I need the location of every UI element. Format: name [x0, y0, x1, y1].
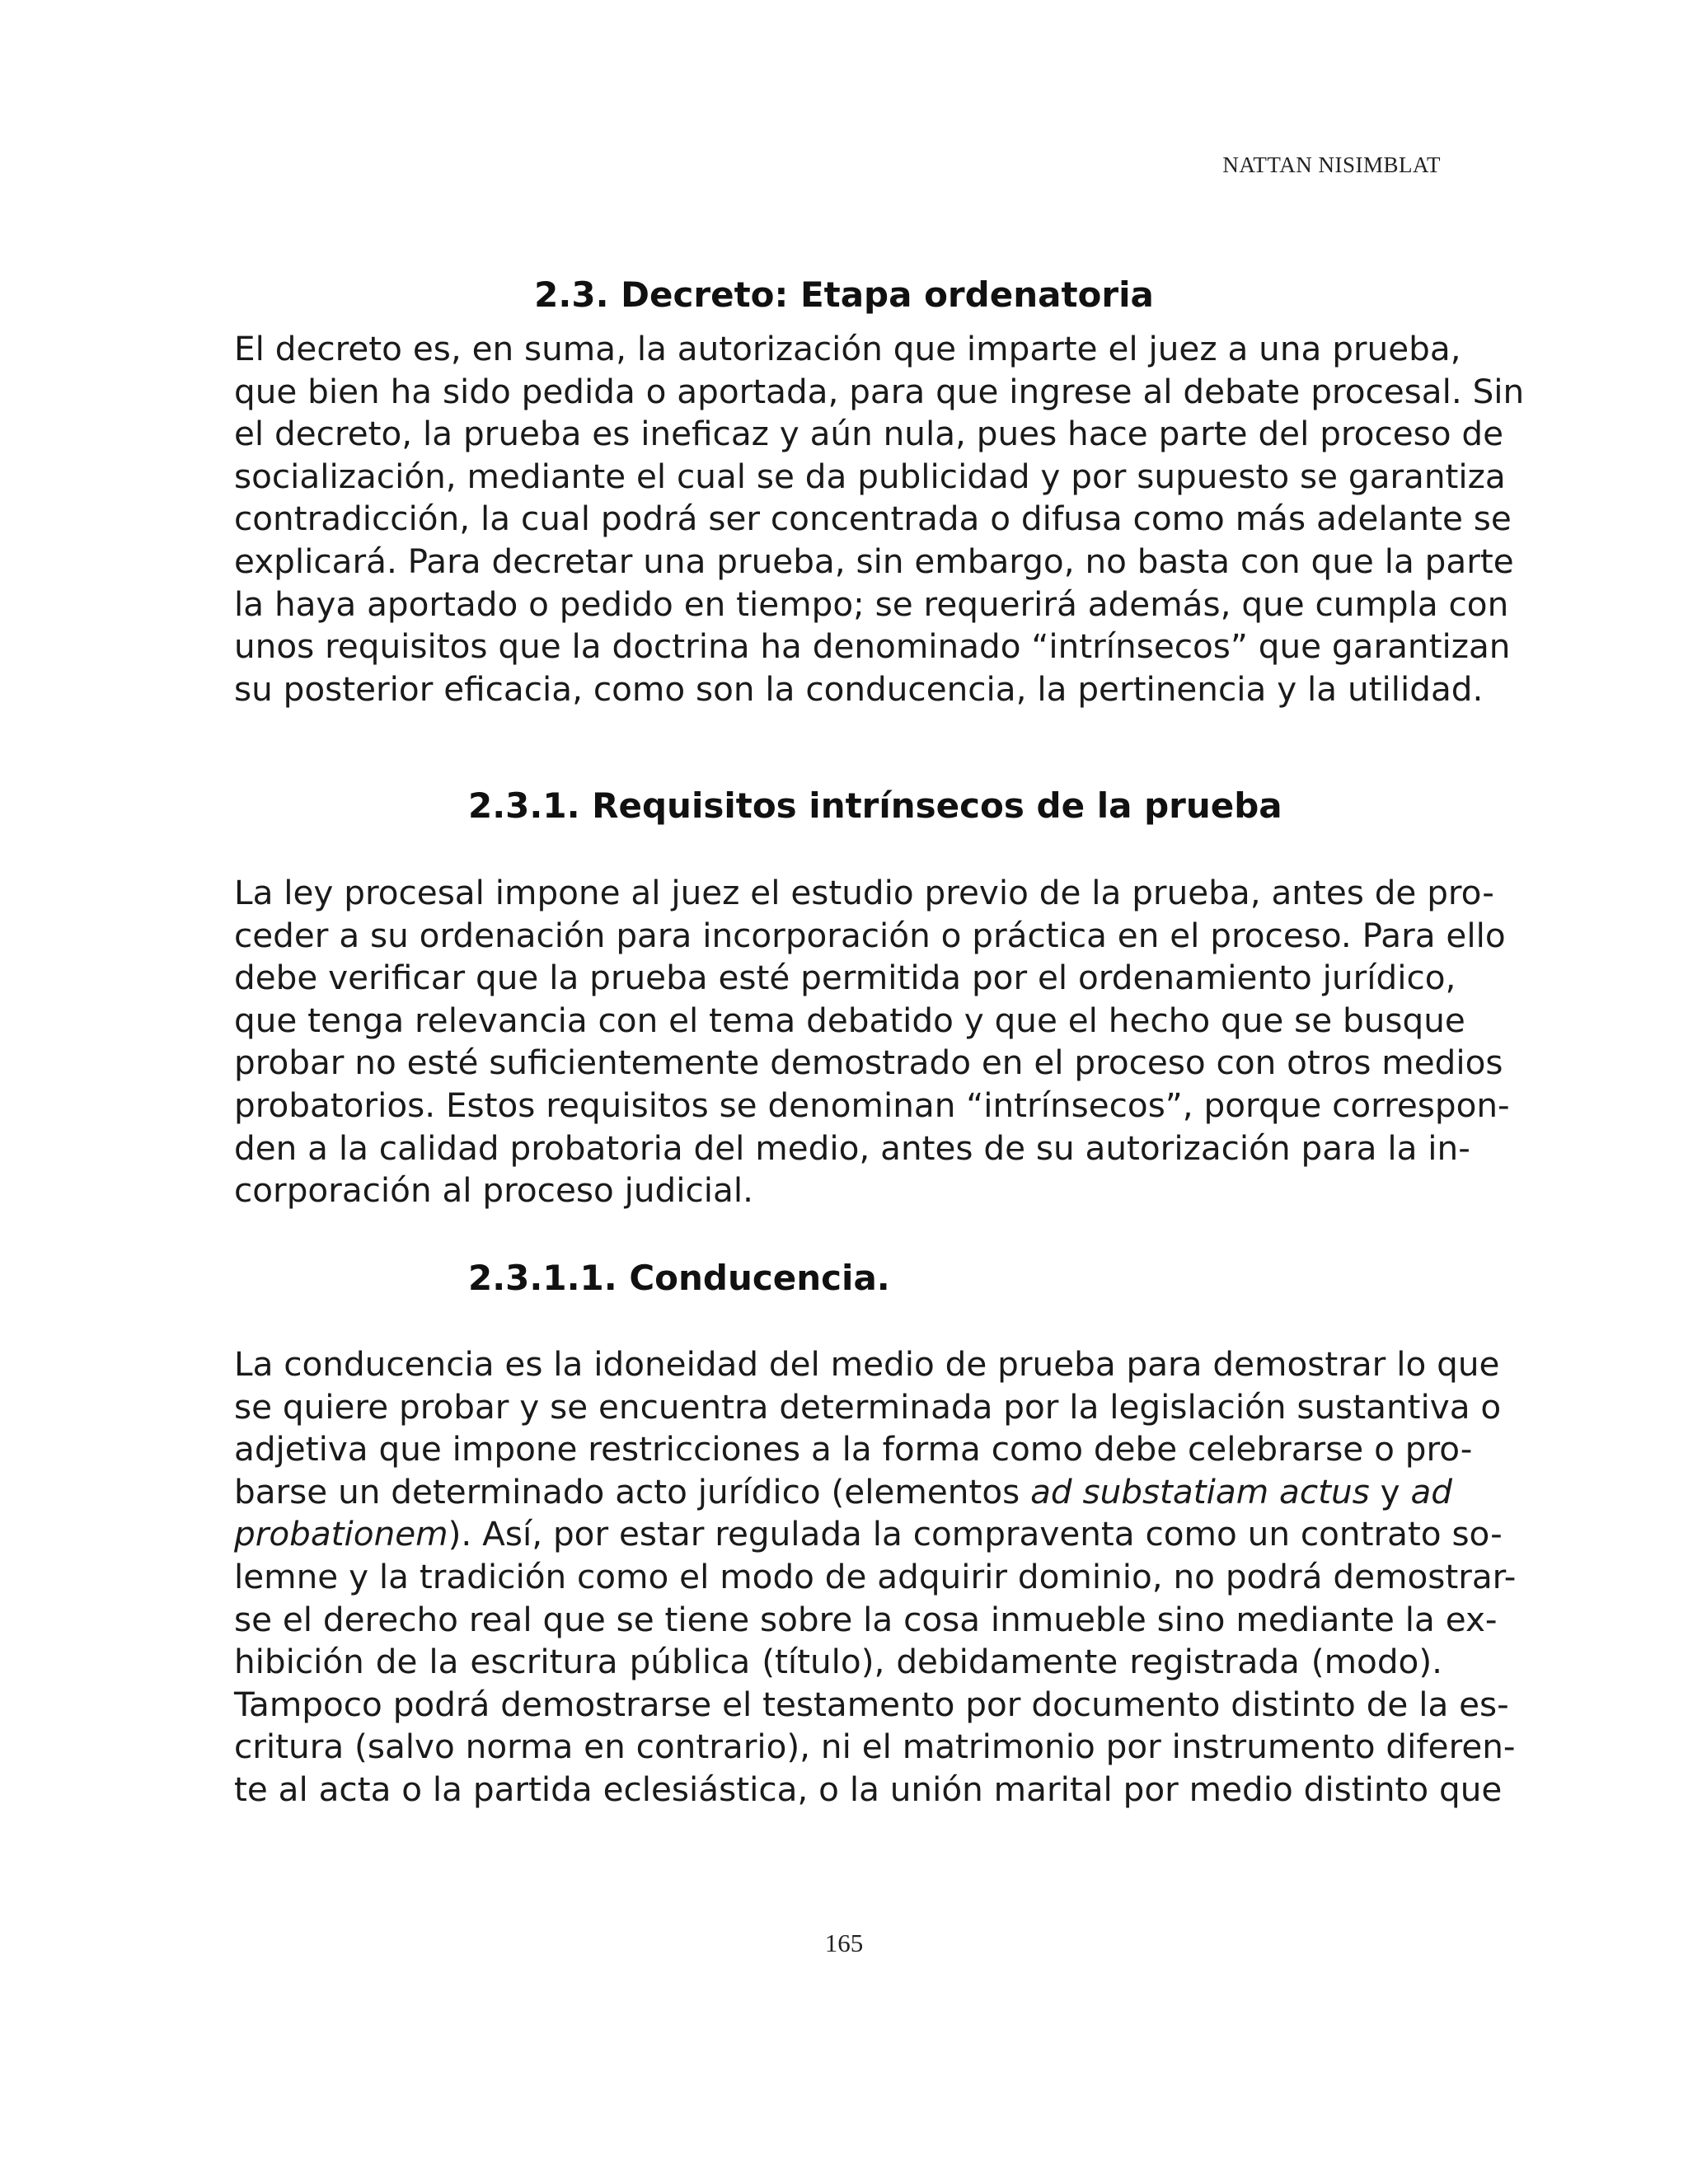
- paragraph-line: critura (salvo norma en contrario), ni el matrimonio por instrumento diferen-: [234, 1727, 1516, 1767]
- latin-term: probationem: [234, 1514, 448, 1554]
- paragraph-line: el decreto, la prueba es ineficaz y aún nula, pues hace parte del proceso de: [234, 414, 1504, 454]
- paragraph-line: ceder a su ordenación para incorporación o práctica en el proceso. Para ello: [234, 915, 1506, 955]
- page-number: 165: [824, 1929, 864, 1957]
- paragraph-line: corporación al proceso judicial.: [234, 1170, 753, 1211]
- paragraph-line: que bien ha sido pedida o aportada, para que ingrese al debate procesal. Sin: [234, 371, 1525, 411]
- latin-term: ad substatiam actus: [1030, 1471, 1370, 1511]
- subsection-paragraph: [234, 872, 1510, 1212]
- paragraph-line: La ley procesal impone al juez el estudio previo de la prueba, antes de pro-: [234, 873, 1494, 912]
- paragraph-line: lemne y la tradición como el modo de adquirir dominio, no podrá demostrar-: [234, 1556, 1517, 1596]
- section-paragraph: [234, 328, 1525, 710]
- paragraph-line-mixed: [234, 1513, 1503, 1556]
- paragraph-line: La conducencia es la idoneidad del medio de prueba para demostrar lo que: [234, 1344, 1500, 1384]
- section-heading: 2.3. Decreto: Etapa ordenatoria: [534, 274, 1154, 315]
- paragraph-line: que tenga relevancia con el tema debatido y que el hecho que se busque: [234, 1000, 1465, 1040]
- line-text: y: [1369, 1471, 1411, 1511]
- paragraph-line: debe verificar que la prueba esté permitida por el ordenamiento jurídico,: [234, 958, 1456, 998]
- running-header: NATTAN NISIMBLAT: [1222, 152, 1441, 177]
- paragraph-line: hibición de la escritura pública (título), debidamente registrada (modo).: [234, 1642, 1442, 1682]
- paragraph-line-mixed: [234, 1471, 1453, 1514]
- line-text: barse un determinado acto jurídico (elementos: [234, 1471, 1031, 1511]
- paragraph-line: probatorios. Estos requisitos se denominan “intrínsecos”, porque correspon-: [234, 1085, 1510, 1125]
- paragraph-line: probar no esté suficientemente demostrado en el proceso con otros medios: [234, 1043, 1503, 1083]
- paragraph-line: se el derecho real que se tiene sobre la cosa inmueble sino mediante la ex-: [234, 1599, 1498, 1639]
- paragraph-line: te al acta o la partida eclesiástica, o la unión marital por medio distinto que: [234, 1769, 1503, 1809]
- subsection-heading: 2.3.1. Requisitos intrínsecos de la prueba: [468, 785, 1282, 826]
- subsubsection-paragraph: [234, 1343, 1517, 1811]
- paragraph-line: socialización, mediante el cual se da publicidad y por supuesto se garantiza: [234, 456, 1506, 496]
- paragraph-line: su posterior eficacia, como son la conducencia, la pertinencia y la utilidad.: [234, 668, 1484, 709]
- paragraph-line: contradicción, la cual podrá ser concentrada o difusa como más adelante se: [234, 499, 1512, 539]
- paragraph-line: se quiere probar y se encuentra determinada por la legislación sustantiva o: [234, 1386, 1502, 1427]
- paragraph-line: den a la calidad probatoria del medio, antes de su autorización para la in-: [234, 1127, 1470, 1168]
- line-text: ). Así, por estar regulada la compraventa como un contrato so-: [448, 1514, 1503, 1554]
- paragraph-line: la haya aportado o pedido en tiempo; se requerirá además, que cumpla con: [234, 583, 1509, 624]
- subsubsection-heading: 2.3.1.1. Conducencia.: [468, 1258, 890, 1298]
- paragraph-line: unos requisitos que la doctrina ha denominado “intrínsecos” que garantizan: [234, 626, 1511, 667]
- paragraph-line: El decreto es, en suma, la autorización que imparte el juez a una prueba,: [234, 329, 1461, 368]
- latin-term: ad: [1410, 1471, 1453, 1511]
- paragraph-line: Tampoco podrá demostrarse el testamento por documento distinto de la es-: [234, 1684, 1509, 1724]
- paragraph-line: adjetiva que impone restricciones a la forma como debe celebrarse o pro-: [234, 1429, 1473, 1469]
- paragraph-line: explicará. Para decretar una prueba, sin embargo, no basta con que la parte: [234, 541, 1514, 581]
